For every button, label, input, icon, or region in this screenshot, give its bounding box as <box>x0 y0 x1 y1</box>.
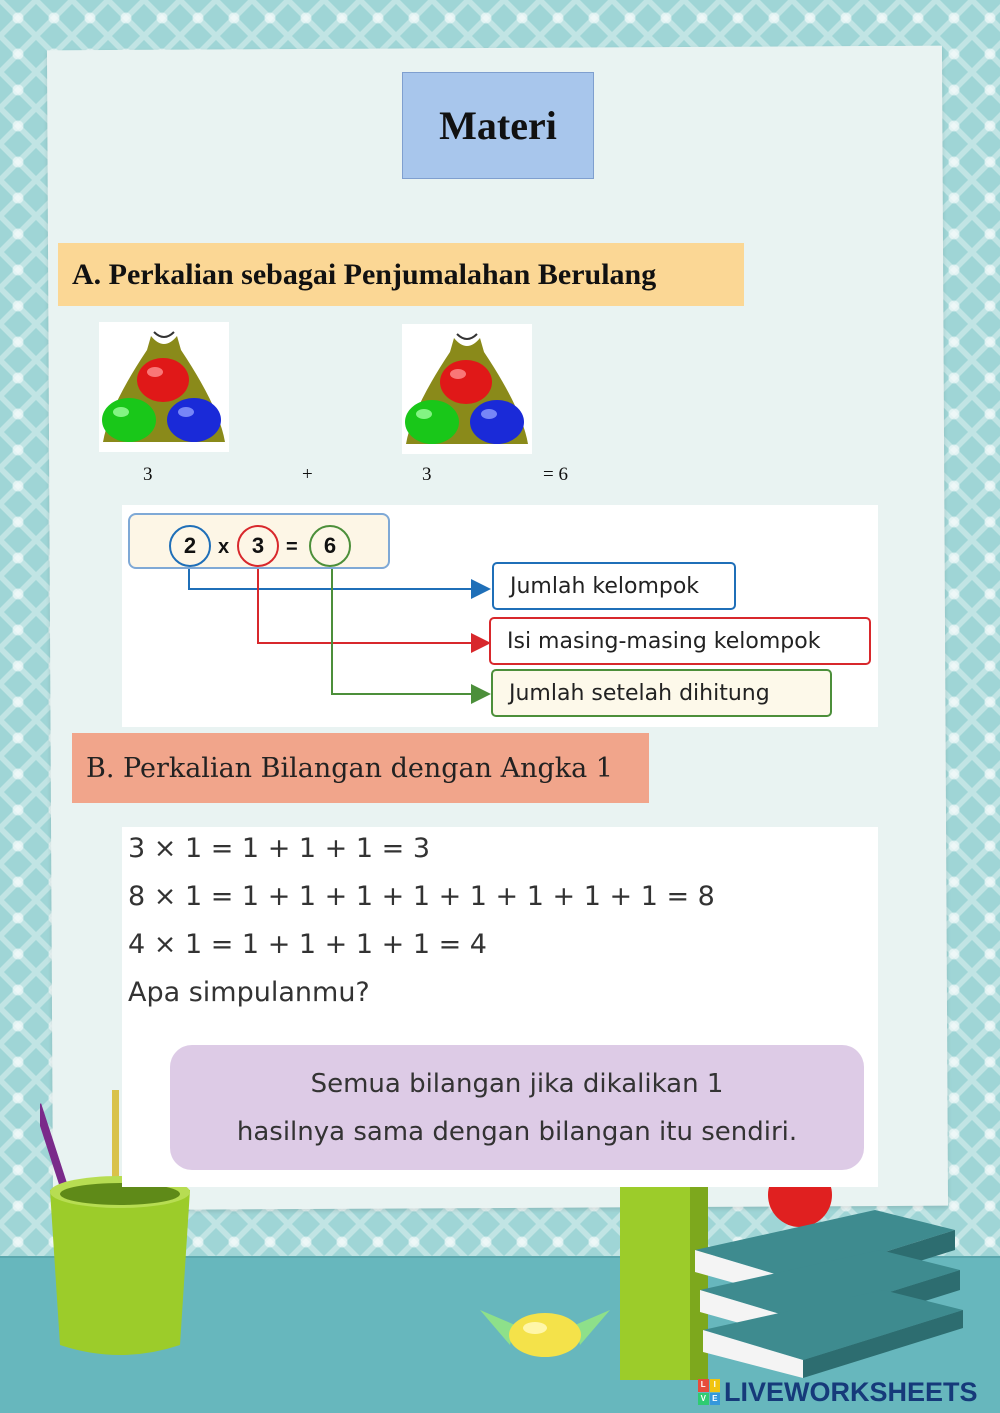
sum-result: = 6 <box>543 464 568 485</box>
liveworksheets-logo[interactable] <box>698 1376 978 1408</box>
conclusion-box <box>170 1045 864 1170</box>
times-sign: x <box>218 536 230 558</box>
equals-sign: = <box>286 536 298 558</box>
label-isi-kelompok: Isi masing-masing kelompok <box>489 617 871 665</box>
brand-name: LIVEWORKSHEETS <box>724 1376 978 1407</box>
question-line: Apa simpulanmu? <box>128 977 370 1008</box>
example-line: 8 × 1 = 1 + 1 + 1 + 1 + 1 + 1 + 1 + 1 = 8 <box>128 881 715 912</box>
label-jumlah-kelompok: Jumlah kelompok <box>492 562 736 610</box>
label-jumlah-dihitung: Jumlah setelah dihitung <box>491 669 832 717</box>
sum-plus: + <box>302 464 313 485</box>
sum-left: 3 <box>143 464 153 485</box>
product-total: 6 <box>309 525 351 567</box>
section-a-heading: A. Perkalian sebagai Penjumalahan Berulang <box>58 243 744 306</box>
examples-box <box>122 827 878 1187</box>
marble-bag-image <box>99 322 229 452</box>
factor-each: 3 <box>237 525 279 567</box>
groups-arrow <box>189 567 487 589</box>
multiplication-diagram <box>122 505 878 727</box>
section-b-heading: B. Perkalian Bilangan dengan Angka 1 <box>72 733 649 803</box>
page-title: Materi <box>402 72 594 179</box>
total-arrow <box>332 567 487 694</box>
logo-badge-icon: L I V E <box>698 1379 720 1405</box>
conclusion-line-2: hasilnya sama dengan bilangan itu sendiri. <box>236 1116 798 1147</box>
factor-groups: 2 <box>169 525 211 567</box>
candy-illustration <box>470 1290 620 1370</box>
sum-right: 3 <box>422 464 432 485</box>
conclusion-line-1: Semua bilangan jika dikalikan 1 <box>310 1068 724 1099</box>
each-arrow <box>258 567 487 643</box>
example-line: 4 × 1 = 1 + 1 + 1 + 1 = 4 <box>128 929 487 960</box>
example-line: 3 × 1 = 1 + 1 + 1 = 3 <box>128 833 431 864</box>
marble-bag-image <box>402 324 532 454</box>
